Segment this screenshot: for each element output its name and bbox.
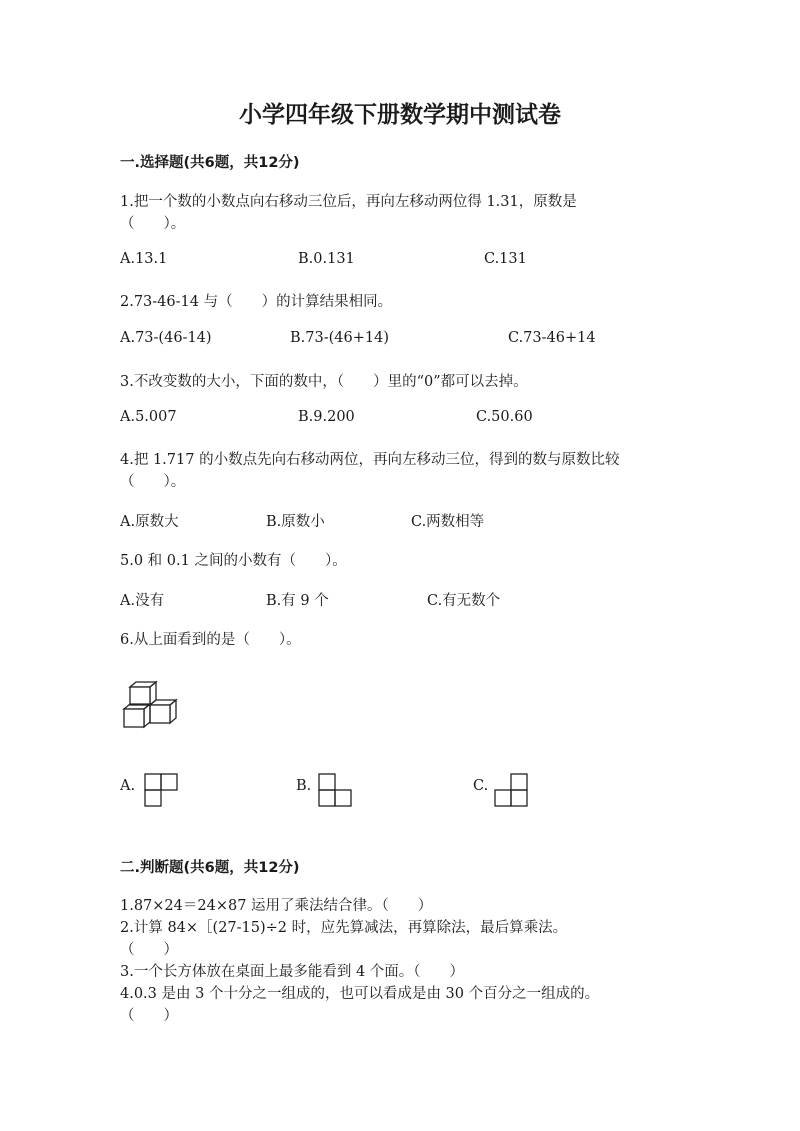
judgement-item-2: 2.计算 84×［(27-15)÷2 时，应先算减法，再算除法，最后算乘法。: [120, 920, 568, 936]
option-a-view-icon: [144, 773, 178, 809]
option-c-view-icon: [494, 773, 528, 809]
question-5-text: 5.0 和 0.1 之间的小数有（ ）。: [120, 553, 347, 569]
question-1-option-a[interactable]: A.13.1: [120, 251, 168, 267]
question-3-option-a[interactable]: A.5.007: [120, 409, 177, 425]
question-3-text: 3.不改变数的大小，下面的数中，（ ）里的“0”都可以去掉。: [120, 374, 528, 390]
judgement-item-4-blank: （ ）: [120, 1008, 178, 1024]
question-1-blank: （ ）。: [120, 216, 186, 232]
question-1-text: 1.把一个数的小数点向右移动三位后，再向左移动两位得 1.31，原数是: [120, 194, 577, 210]
judgement-item-4: 4.0.3 是由 3 个十分之一组成的，也可以看成是由 30 个百分之一组成的。: [120, 986, 600, 1002]
question-3-option-c[interactable]: C.50.60: [476, 409, 533, 425]
question-5-option-b[interactable]: B.有 9 个: [266, 593, 329, 609]
question-2-option-b[interactable]: B.73-(46+14): [290, 330, 389, 346]
judgement-item-3: 3.一个长方体放在桌面上最多能看到 4 个面。（ ）: [120, 964, 465, 980]
question-6-option-a[interactable]: A.: [120, 778, 136, 794]
question-6-option-c[interactable]: C.: [473, 778, 489, 794]
judgement-item-1: 1.87×24＝24×87 运用了乘法结合律。（ ）: [120, 898, 433, 914]
judgement-item-2-blank: （ ）: [120, 942, 178, 958]
question-5-option-c[interactable]: C.有无数个: [427, 593, 501, 609]
question-3-option-b[interactable]: B.9.200: [298, 409, 355, 425]
question-1-option-c[interactable]: C.131: [484, 251, 527, 267]
question-4-option-c[interactable]: C.两数相等: [411, 514, 485, 530]
option-b-view-icon: [318, 773, 352, 809]
section-heading-judgement: 二.判断题(共6题，共12分): [120, 860, 300, 876]
cube-stack-figure: [120, 680, 182, 728]
question-4-blank: （ ）。: [120, 474, 186, 490]
question-4-text: 4.把 1.717 的小数点先向右移动两位，再向左移动三位，得到的数与原数比较: [120, 452, 620, 468]
question-4-option-a[interactable]: A.原数大: [120, 514, 179, 530]
question-4-option-b[interactable]: B.原数小: [266, 514, 325, 530]
page-title: 小学四年级下册数学期中测试卷: [239, 102, 561, 128]
section-heading-choice: 一.选择题(共6题，共12分): [120, 155, 300, 171]
question-2-text: 2.73-46-14 与（ ）的计算结果相同。: [120, 294, 393, 310]
question-5-option-a[interactable]: A.没有: [120, 593, 165, 609]
question-6-option-b[interactable]: B.: [296, 778, 312, 794]
question-2-option-a[interactable]: A.73-(46-14): [120, 330, 212, 346]
question-1-option-b[interactable]: B.0.131: [298, 251, 355, 267]
question-6-text: 6.从上面看到的是（ ）。: [120, 632, 301, 648]
question-2-option-c[interactable]: C.73-46+14: [508, 330, 596, 346]
